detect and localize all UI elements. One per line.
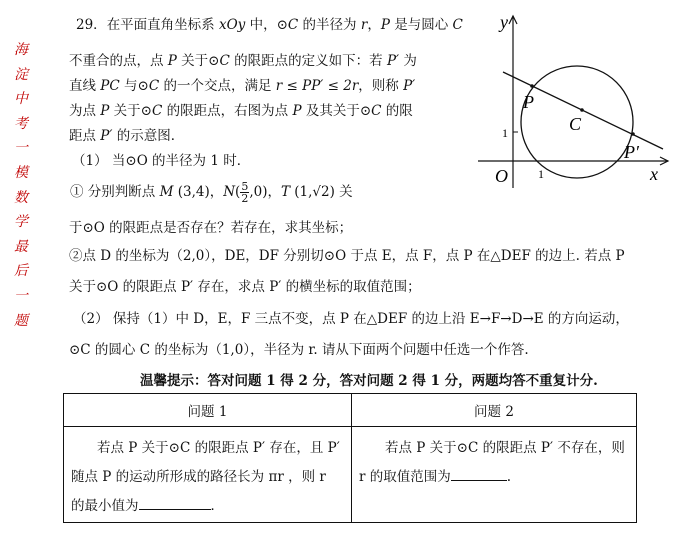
point-c [580,108,584,112]
label-p-prime: P′ [624,142,639,162]
problem-line-1: 29．在平面直角坐标系 xOy 中，⊙C 的半径为 r，P 是与圆心 C [76,17,463,33]
point-p [530,84,534,88]
problem-line-5: 距点 P′ 的示意图． [69,128,185,144]
part-1-heading: （1） 当⊙O 的半径为 1 时． [72,153,251,169]
side-char: 淀 [14,66,28,83]
side-char: 题 [14,312,28,329]
problem-number: 29． [76,17,107,33]
origin-label: O [495,166,508,186]
x-label: x [650,164,658,184]
y-tick-label-1: 1 [502,126,508,140]
question-1-cell: 若点 P 关于⊙C 的限距点 P′ 存在，且 P′ 随点 P 的运动所形成的路径长为 πr ，则 r 的最小值为 ． [64,427,352,523]
side-banner [10,38,32,333]
part-1-item-2: ②点 D 的坐标为（2,0），DE，DF 分别切⊙O 于点 E，点 F，点 P 在△DEF 的边上. 若点 P [69,248,625,264]
fraction-five-halves: $\frac{5}{2}$ [241,180,249,205]
question-2-cell: 若点 P 关于⊙C 的限距点 P′ 不存在，则 r 的取值范围为 . [352,427,637,523]
part-1-item-2-cont: 关于⊙O 的限距点 P′ 存在，求点 P′ 的横坐标的取值范围； [69,279,421,295]
side-char: 海 [14,42,28,58]
side-char: 一 [14,287,28,304]
y-label: y [500,12,508,32]
problem-line-4: 为点 P 关于⊙C 的限距点，右图为点 P 及其关于⊙C 的限 [69,103,413,119]
coordinate-figure [478,10,678,188]
scoring-tip: 温馨提示：答对问题 1 得 2 分，答对问题 2 得 1 分，两题均答不重复计分. [140,373,598,389]
label-p: P [523,92,534,112]
part-2-text: ⊙C 的圆心 C 的坐标为（1,0），半径为 r. 请从下面两个问题中任选一个作答. [69,342,529,358]
question-1-header: 问题 1 [64,394,352,427]
question-2-header: 问题 2 [352,394,637,427]
part-1-item-1-cont: 于⊙O 的限距点是否存在？若存在，求其坐标； [69,220,353,236]
question-table [63,393,637,523]
side-char: 一 [14,140,28,157]
side-char: 模 [14,164,28,181]
problem-line-3: 直线 PC 与⊙C 的一个交点，满足 r ≤ PP′ ≤ 2r，则称 P′ [69,78,416,94]
answer-blank-2[interactable] [451,480,507,481]
x-tick-label-1: 1 [538,167,544,181]
side-char: 考 [14,115,28,132]
point-p-prime [631,132,635,136]
side-char: 学 [14,214,28,231]
side-char: 数 [14,189,28,206]
part-2-heading: （2） 保持（1）中 D，E，F 三点不变，点 P 在△DEF 的边上沿 E→F→D→E 的方向运动， [73,311,629,327]
problem-line-2: 不重合的点，点 P 关于⊙C 的限距点的定义如下：若 P′ 为 [69,53,417,69]
side-char: 中 [14,91,28,108]
answer-blank-1[interactable] [139,509,211,510]
side-char: 后 [14,263,28,280]
label-c: C [569,114,582,134]
part-1-item-1: ① 分别判断点 M (3,4)，N( $\frac{5}{2}$ ,0)，T (1,√2) 关 [70,180,353,205]
side-char: 最 [14,238,28,255]
